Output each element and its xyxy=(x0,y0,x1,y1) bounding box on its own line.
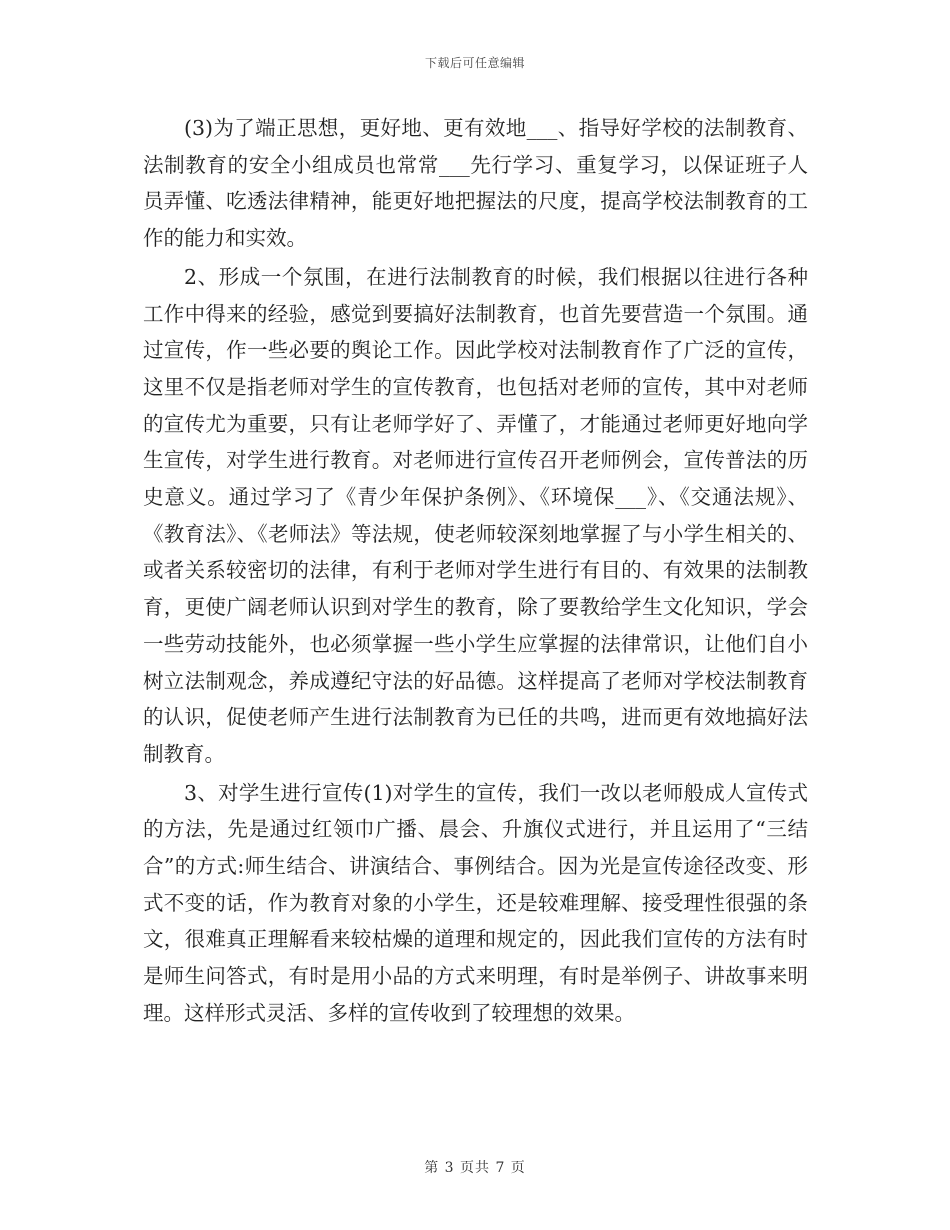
page-footer: 第 3 页共 7 页 xyxy=(424,1160,526,1176)
document-body xyxy=(143,110,808,1034)
paragraph-student-publicity: 3、对学生进行宣传(1)对学生的宣传，我们一改以老师般成人宣传式的方法，先是通过红领巾广播、晨会、升旗仪式进行，并且运用了“三结合”的方式:师生结合、讲演结合、事例结合。因为光是宣传途径改变、形式不变的话，作为教育对象的小学生，还是较难理解、接受理性很强的条文，很难真正理解看来较枯燥的道理和规定的，因此我们宣传的方法有时是师生问答式，有时是用小品的方式来明理，有时是举例子、讲故事来明理。这样形式灵活、多样的宣传收到了较理想的效果。 xyxy=(143,780,808,1025)
paragraph-study: (3)为了端正思想，更好地、更有效地___、指导好学校的法制教育、法制教育的安全小组成员也常常___先行学习、重复学习，以保证班子人员弄懂、吃透法律精神，能更好地把握法的尺度，提高学校法制教育的工作的能力和实效。 xyxy=(143,116,808,251)
paragraph-atmosphere: 2、形成一个氛围，在进行法制教育的时候，我们根据以往进行各种工作中得来的经验，感觉到要搞好法制教育，也首先要营造一个氛围。通过宣传，作一些必要的舆论工作。因此学校对法制教育作了广泛的宣传，这里不仅是指老师对学生的宣传教育，也包括对老师的宣传，其中对老师的宣传尤为重要，只有让老师学好了、弄懂了，才能通过老师更好地向学生宣传，对学生进行教育。对老师进行宣传召开老师例会，宣传普法的历史意义。通过学习了《青少年保护条例》、《环境保___》、《交通法规》、《教育法》、《老师法》等法规，使老师较深刻地掌握了与小学生相关的、或者关系较密切的法律，有利于老师对学生进行有目的、有效果的法制教育，更使广阔老师认识到对学生的教育，除了要教给学生文化知识，学会一些劳动技能外，也必须掌握一些小学生应掌握的法律常识，让他们自小树立法制观念，养成遵纪守法的好品德。这样提高了老师对学校法制教育的认识，促使老师产生进行法制教育为已任的共鸣，进而更有效地搞好法制教育。 xyxy=(143,264,808,766)
page-header: 下载后可任意编辑 xyxy=(424,56,525,70)
